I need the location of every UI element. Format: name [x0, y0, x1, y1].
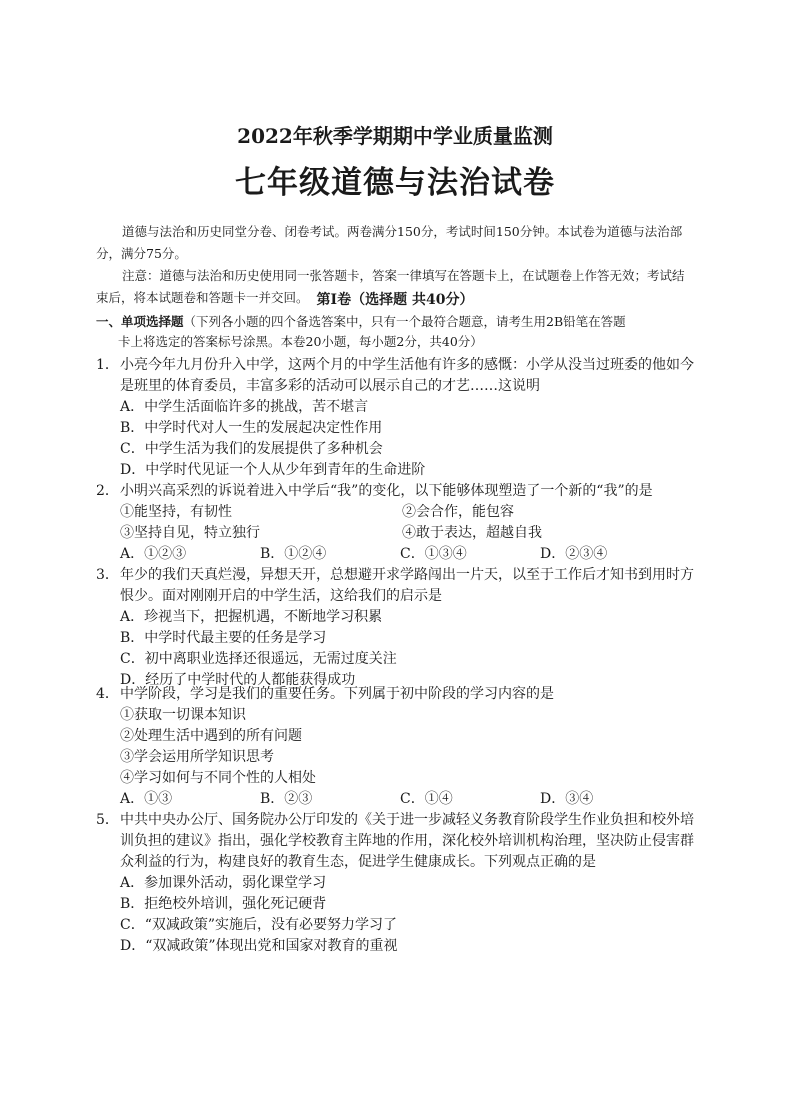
statement-3: ③坚持自见，特立独行	[120, 525, 260, 541]
option-d: D．经历了中学时代的人都能获得成功	[120, 672, 356, 688]
option-b: B．中学时代对人一生的发展起决定性作用	[120, 420, 383, 436]
option-c: C．初中离职业选择还很遥远，无需过度关注	[120, 651, 397, 667]
statement-1: ①能坚持，有韧性	[120, 504, 232, 520]
intro-paragraph-2: 注意：道德与法治和历史使用同一张答题卡，答案一律填写在答题卡上，在试题卷上作答无效；考试结束后，将本试题卷和答题卡一并交回。	[96, 268, 685, 305]
exam-title: 2022年秋季学期期中学业质量监测	[237, 124, 553, 148]
statement-4: ④学习如何与不同个性的人相处	[120, 770, 316, 786]
statement-2: ②处理生活中遇到的所有问题	[120, 728, 302, 744]
question-number: 2．	[96, 483, 119, 499]
statement-4: ④敢于表达，超越自我	[402, 525, 542, 541]
option-a: A．珍视当下，把握机遇，不断地学习积累	[120, 609, 383, 625]
choice-b: B．①②④	[260, 546, 327, 562]
question-number: 4．	[96, 686, 119, 702]
question-stem: 中学阶段，学习是我们的重要任务。下列属于初中阶段的学习内容的是	[120, 686, 554, 702]
question-stem: 中共中央办公厅、国务院办公厅印发的《关于进一步减轻义务教育阶段学生作业负担和校外培训负担的建议》指出，强化学校教育主阵地的作用，深化校外培训机构治理，坚决防止侵害群众利益的行为，构建良好的教育生态，促进学生健康成长。下列观点正确的是	[120, 812, 694, 870]
option-b: B．拒绝校外培训，强化死记硬背	[120, 896, 327, 912]
part-heading: 一、单项选择题	[96, 314, 184, 329]
question-number: 3．	[96, 567, 119, 583]
option-b: B．中学时代最主要的任务是学习	[120, 630, 327, 646]
choice-c: C．①④	[400, 791, 453, 807]
part-instructions	[96, 312, 701, 352]
question-3	[96, 565, 701, 691]
option-a: A．参加课外活动，弱化课堂学习	[120, 875, 327, 891]
statement-2: ②会合作，能包容	[402, 504, 514, 520]
choice-b: B．②③	[260, 791, 313, 807]
part-instruction-line-2: 卡上将选定的答案标号涂黑。本卷20小题，每小题2分，共40分）	[118, 334, 483, 349]
section-title: 第Ⅰ卷（选择题 共40分）	[316, 292, 474, 308]
choice-d: D．③④	[540, 791, 594, 807]
option-d: D．“双减政策”体现出党和国家对教育的重视	[120, 938, 398, 954]
statement-3: ③学会运用所学知识思考	[120, 749, 274, 765]
choice-c: C．①③④	[400, 546, 467, 562]
question-number: 1．	[96, 357, 119, 373]
question-stem: 小明兴高采烈的诉说着进入中学后“我”的变化，以下能够体现塑造了一个新的“我”的是	[120, 483, 653, 499]
choice-a: A．①②③	[120, 546, 187, 562]
question-2	[96, 481, 701, 565]
option-c: C．“双减政策”实施后，没有必要努力学习了	[120, 917, 398, 933]
intro-paragraph-1: 道德与法治和历史同堂分卷、闭卷考试。两卷满分150分，考试时间150分钟。本试卷为道德与法治部分，满分75分。	[96, 224, 683, 261]
choice-d: D．②③④	[540, 546, 608, 562]
part-instruction-line-1: （下列各小题的四个备选答案中，只有一个最符合题意，请考生用2B铅笔在答题	[183, 314, 626, 329]
question-5	[96, 810, 701, 957]
option-a: A．中学生活面临许多的挑战，苦不堪言	[120, 399, 369, 415]
question-1	[96, 355, 701, 481]
question-stem: 年少的我们天真烂漫，异想天开，总想避开求学路闯出一片天，以至于工作后才知书到用时方恨少。面对刚刚开启的中学生活，这给我们的启示是	[120, 567, 694, 604]
statement-1: ①获取一切课本知识	[120, 707, 246, 723]
question-4	[96, 684, 701, 810]
question-stem: 小亮今年九月份升入中学，这两个月的中学生活他有许多的感慨：小学从没当过班委的他如今是班里的体育委员，丰富多彩的活动可以展示自己的才艺……这说明	[120, 357, 694, 394]
option-c: C．中学生活为我们的发展提供了多种机会	[120, 441, 383, 457]
exam-subtitle: 七年级道德与法治试卷	[235, 165, 555, 201]
option-d: D．中学时代见证一个人从少年到青年的生命进阶	[120, 462, 426, 478]
question-number: 5．	[96, 812, 119, 828]
choice-a: A．①③	[120, 791, 173, 807]
